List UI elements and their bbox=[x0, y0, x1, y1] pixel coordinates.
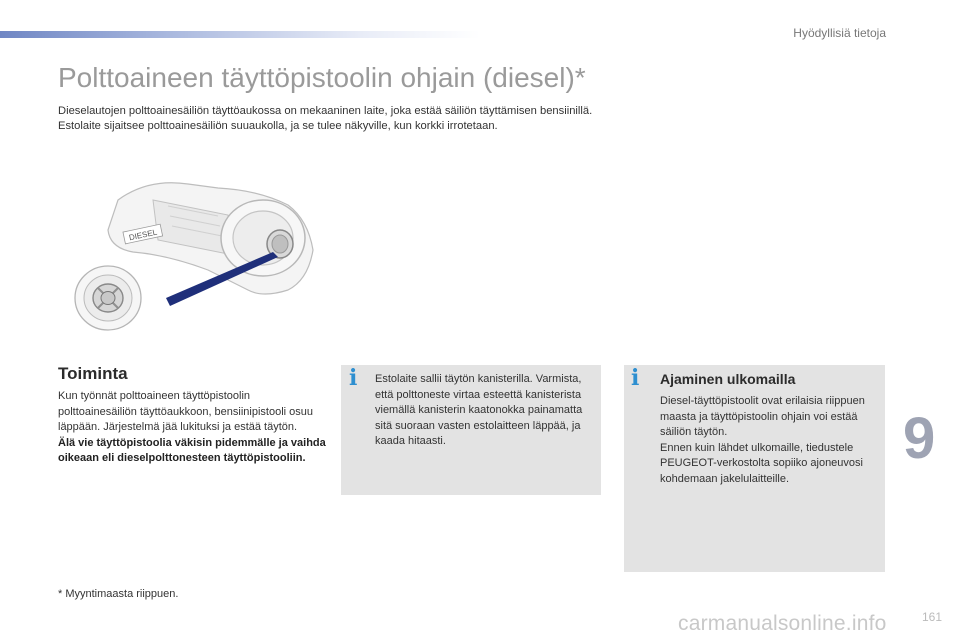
section-label: Hyödyllisiä tietoja bbox=[793, 26, 886, 40]
info-icon: i bbox=[631, 365, 640, 391]
info-box-text bbox=[660, 394, 880, 487]
page-title: Polttoaineen täyttöpistoolin ohjain (diesel)* bbox=[58, 62, 586, 93]
chapter-number: 9 bbox=[903, 406, 936, 471]
toiminta-body bbox=[58, 389, 326, 467]
toiminta-warning: Älä vie täyttöpistoolia väkisin pidemmälle ja vaihda oikeaan eli dieselpolttonesteen täyttöpistooliin. bbox=[58, 436, 326, 464]
intro-paragraph bbox=[58, 104, 592, 134]
toiminta-text: Kun työnnät polttoaineen täyttöpistoolin polttoainesäiliön täyttöaukkoon, bensiinipistooli osuu läppään. Järjestelmä jää lukituksi ja estää täytön. bbox=[58, 390, 314, 433]
intro-line: Dieselautojen polttoainesäiliön täyttöaukossa on mekaaninen laite, joka estää säiliön täyttämisen bensiinillä. bbox=[58, 105, 593, 117]
toiminta-heading: Toiminta bbox=[58, 364, 128, 383]
info-box-heading: Ajaminen ulkomailla bbox=[660, 371, 796, 387]
header-accent-bar bbox=[0, 31, 480, 38]
diesel-label-text: DIESEL bbox=[128, 227, 158, 243]
info-box-text: Estolaite sallii täytön kanisterilla. Varmista, että polttoneste virtaa esteettä kanisterista viemällä kanisterin kaatonokka painamatta sitä suoraan vasten estolaitteen läppää, ja kaada hitaasti. bbox=[375, 373, 583, 447]
info-box-canister bbox=[341, 365, 601, 495]
info-box-paragraph: Ennen kuin lähdet ulkomaille, tiedustele PEUGEOT-verkostolta sopiiko ajoneuvosi kohdemaan jakelulaitteille. bbox=[660, 441, 863, 485]
info-box-abroad bbox=[624, 365, 885, 572]
info-icon: i bbox=[349, 365, 358, 391]
watermark: carmanualsonline.info bbox=[678, 612, 887, 635]
fuel-filler-illustration bbox=[58, 170, 358, 355]
footnote: * Myyntimaasta riippuen. bbox=[58, 588, 179, 600]
fuel-cap bbox=[75, 266, 141, 330]
info-box-paragraph: Diesel-täyttöpistoolit ovat erilaisia riippuen maasta ja täyttöpistoolin ohjain voi estää säiliön täytön. bbox=[660, 395, 865, 438]
page-number: 161 bbox=[921, 610, 942, 624]
intro-line: Estolaite sijaitsee polttoainesäiliön suuaukolla, ja se tulee näkyville, kun korkki irrotetaan. bbox=[58, 120, 498, 132]
